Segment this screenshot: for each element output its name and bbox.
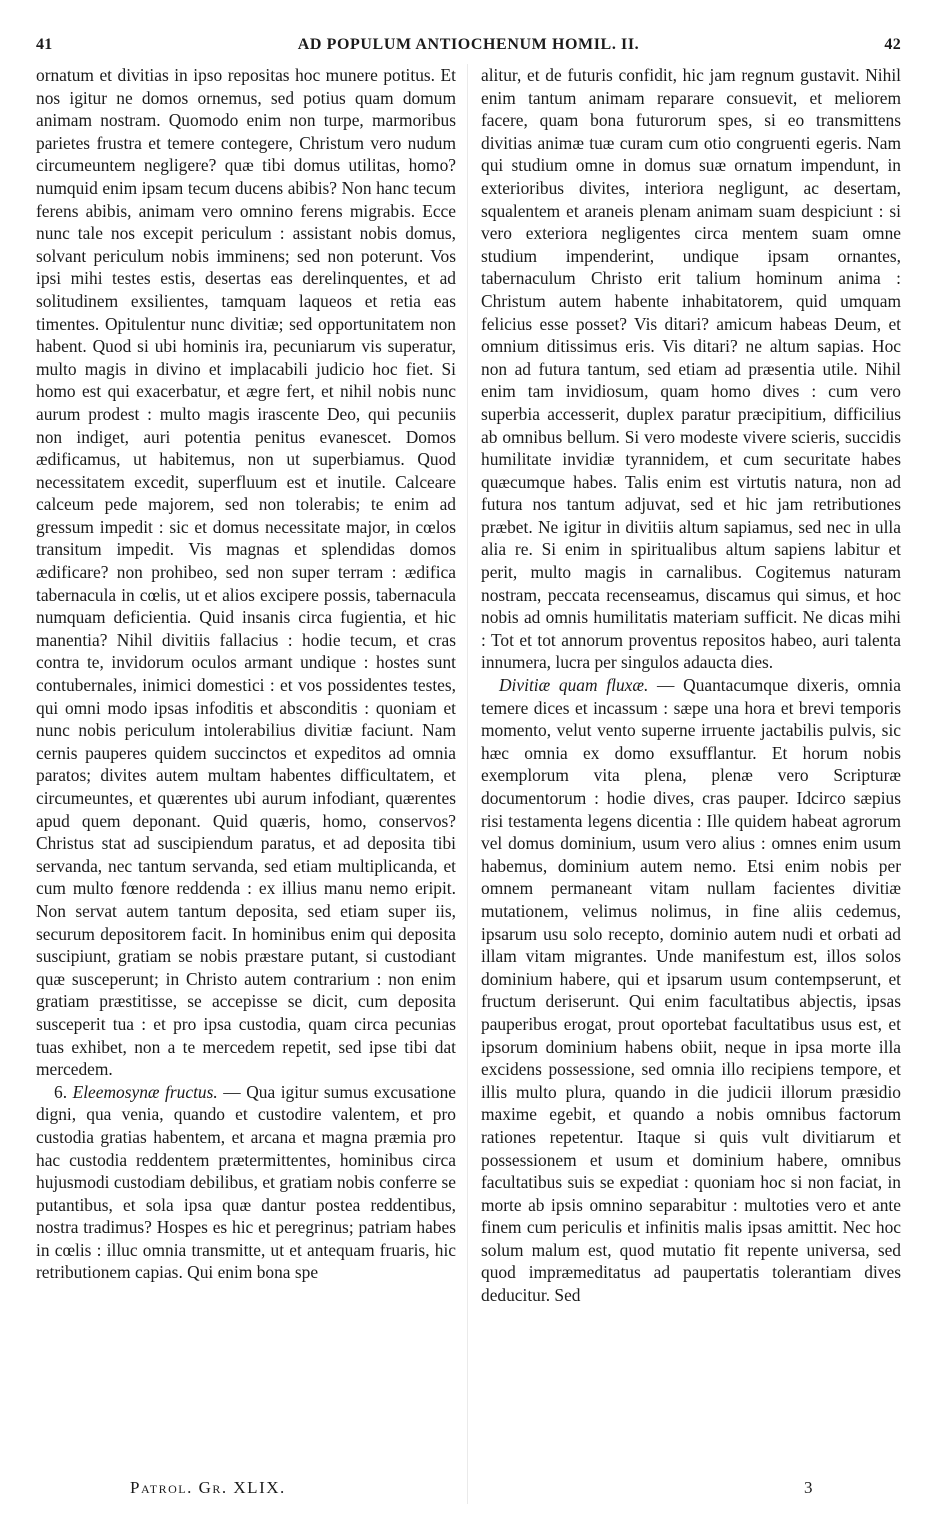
left-paragraph-1: ornatum et divitias in ipso repositas hoc munere potitus. Et nos igitur ne domos ornemus, sed potius quam domum animam nostram. Quomodo enim non turpe, marmoribus parietes frustra et temere contegere, Christum vero nudum circumeuntem negligere? quæ tibi domus utilitas, homo? numquid enim ipsam tecum ducens abibis? Non hanc tecum ferens abibis, animam vero omnino ferens migrabis. Ecce nunc tale nos excepit periculum : assistant nobis domus, solvant periculum nobis imminens; sed non poterunt. Vos ipsi mihi testes estis, desertas eas derelinquentes, et ad solitudinem exsilientes, tamquam laqueos et retia eas timentes. Opitulentur nunc divitiæ; sed opportunitatem non habent. Quod si ubi hominis ira, pecuniarum vis superatur, multo magis in divino et implacabili judicio hoc fiet. Si homo est qui exacerbatur, et ægre fert, et nihil nobis nunc aurum prodest : multo magis irascente Deo, qui pecuniis non indiget, auri potentia penitus evanescet. Domos ædificamus, ut habitemus, non ut superbiamus. Quod necessitatem excedit, superfluum est et inutile. Calceare calceum pede majorem, sed non tolerabis; te enim ad gressum impedit : sic et domus necessitate major, in cœlos transitum impedit. Vis magnas et splendidas domos ædificare? non prohibeo, sed non super terram : ædifica tabernacula in cœlis, ut et alios excipere possis, tabernacula numquam deficientia. Quid insanis circa fugientia, et hic manentia? Nihil divitiis fallacius : hodie tecum, et cras contra te, invidorum oculos armant undique : hostes sunt contubernales, inimici domestici : et vos possidentes testes, qui omni modo ipsas infoditis et absconditis : quoniam et nunc nobis periculum intolerabilius divitiæ faciunt. Nam cernis pauperes quidem succinctos et expeditos ad omnia paratos; divites autem multam habentes difficultatem, et circumeuntes, et quærentes ubi aurum infodiant, quærentes apud quem deponant. Quid quæris, homo, conservos? Christus stat ad suscipiendum paratus, et ad deposita tibi servanda, nec tantum servanda, sed etiam multiplicanda, et cum multo fœnore reddenda : ex illius manu nemo eripit. Non servat autem tantum deposita, sed etiam super iis, securum depositorem facit. In hominibus enim qui deposita suscipiunt, gratiam se nobis præstare putant, si custodiant quæ susceperunt; in Christo autem contrarium : non enim gratiam præstitisse, se accepisse se dicit, cum deposita susceperit tua : et pro ipsa custodia, quam circa pecunias tuas exhibet, non a te mercedem repetit, sed ipse tibi dat mercedem. [36,65,456,1080]
right-paragraph-2-text: — Quantacumque dixeris, omnia temere dices et incassum : sæpe una hora et brevi temporis momento, velut vento superne irruente jactabilis pulvis, sic hæc omnia ex domo exsufflantur. Et horum nobis exemplorum vita plena, plenæ vero Scripturæ documentorum : hodie dives, cras pauper. Idcirco sæpius risi testamenta legens dicentia : Ille quidem habeat agrorum vel domus dominium, usum vero alius : omnes enim usum habemus, dominium autem nemo. Etsi enim nobis per omnem permaneant vitam nullam facientes divitiæ mutationem, velimus nolimus, in fine aliis cedemus, ipsarum usu solo recepto, dominio autem nudi et orbati ad illam vitam migrantes. Unde manifestum est, illos solos dominium habere, qui et ipsarum usum contempserunt, et fructum deriserunt. Qui enim facultatibus abjectis, ipsas pauperibus erogat, prout oportebat facultatibus usus est, et ipsorum dominium habens obiit, neque in ipsa morte illa excidens possessione, sed omnia illo recipiens tempore, et illis multo plura, quando in die judicii illorum præsidio maxime egebit, et quando a nobis omnibus factorum rationes repetentur. Itaque si quis vult divitiarum et possessionem et usum et dominium habere, omnibus facultatibus suis se expediat : quoniam hoc si non faciat, in morte ab ipsis omnino separabitur : multoties vero et ante finem cum periculis et infinitis malis ipsas amittit. Nec hoc solum malum est, quod mutatio fit repente universa, sed quod impræmeditatus ad paupertatis tolerantiam dives deducitur. Sed [481,675,901,1306]
right-column [481,64,901,1307]
right-paragraph-2 [481,674,901,1307]
page-number-right: 42 [884,36,901,53]
section-heading-eleemosynae: Eleemosynæ fructus. [72,1081,218,1102]
left-paragraph-2 [36,1081,456,1284]
page-title: AD POPULUM ANTIOCHENUM HOMIL. II. [297,36,640,53]
left-paragraph-2-text: — Qua igitur sumus excusatione digni, qua venia, quando et custodire valentem, et pro custodia gratias habentem, et arcana et magna præmia pro hac custodia reddentem prætermittentes, hominibus circa hujusmodi custodiam debilibus, et gratiam nobis conferre se putantibus, et sola ipsa quæ dantur postea reddentibus, nostra tradimus? Hospes es hic et peregrinus; patriam habes in cœlis : illuc omnia transmitte, ut et antequam fruaris, hic retributionem capias. Qui enim bona spe [36,1081,456,1283]
section-heading-divitiae: Divitiæ quam fluxæ. [499,675,649,696]
footer-signature: Patrol. Gr. XLIX. [130,1478,286,1497]
footer-sheet-number: 3 [804,1478,814,1497]
running-head [36,36,901,60]
page-number-left: 41 [36,36,53,53]
right-paragraph-1: alitur, et de futuris confidit, hic jam regnum gustavit. Nihil enim tantum animam reparare consuevit, et meliorem facere, quam bona futurorum spes, si eo transmittens divitias animæ tuæ curam cum otio congruenti egeris. Nam qui studium omne in domus suæ ornatum impendunt, in exterioribus divites, interiora negligunt, ac desertam, squalentem et araneis plenam animam suam despiciunt : si vero exteriora negligentes circa mentem suam omne studium impenderint, undique ipsam ornantes, tabernaculum Christo erit talium hominum anima : Christum autem habente inhabitatorem, quid umquam felicius esse posset? Vis ditari? amicum habeas Deum, et omnium ditissimus eris. Vis ditari? ne altum sapias. Hoc non ad futura tantum, sed etiam ad præsentia utile. Nihil enim tam invidiosum, quam homo dives : cum vero superbia accesserit, duplex paratur præcipitium, difficilius ab omnibus bellum. Si vero modeste vivere scieris, succidis humilitate invidiæ tyrannidem, et cum securitate habes quæcumque habes. Talis enim est virtutis natura, non ad futura nos tantum adjuvat, sed et hic jam retributiones præbet. Ne igitur in divitiis altum sapiamus, sed nec in ulla alia re. Si enim in spiritualibus altum sapiens labitur et perit, multo magis in carnalibus. Cogitemus naturam nostram, peccata recenseamus, discamus qui simus, et hoc nobis ad omnis humilitatis materiam sufficit. Ne dicas mihi : Tot et tot annorum proventus repositos habeo, auri talenta innumera, lucra per singulos adaucta dies. [481,65,901,673]
section-number: 6. [54,1081,68,1102]
left-column [36,64,456,1284]
column-divider [467,64,468,1504]
